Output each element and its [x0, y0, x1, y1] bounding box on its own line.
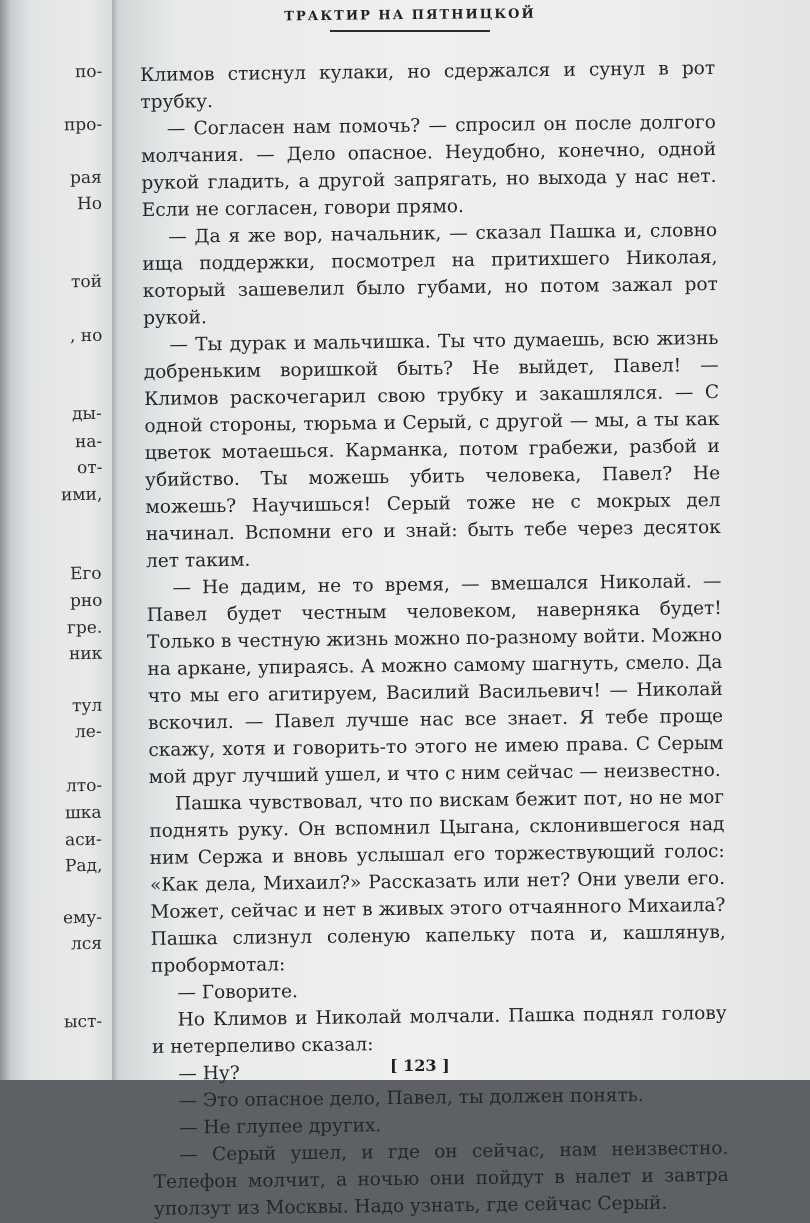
paragraph: — Не глупее других. [178, 1115, 382, 1139]
left-fragment: ему- [62, 907, 103, 929]
left-fragment: Его [70, 563, 103, 585]
left-fragment: Рад, [64, 855, 103, 877]
paragraph: — Ты дурак и мальчишка. Ты что думаешь, всю жизнь добреньким воришкой быть? Не выйдет, Павел! — Климов раскочегарил свою трубку и закашлялся. — С одной стороны, тюрьма и Серый, с другой — мы, а ты как цветок мотаешься. Карманка, потом грабежи, разбой и убийство. Ты можешь убить человека, Павел? Не можешь? Научишься! Серый тоже не с мокрых дел начинал. Вспомни его и знай: быть тебе через десяток лет таким. [143, 327, 721, 572]
paragraph: Пашка чувствовал, что по вискам бежит пот, но не мог поднять руку. Он вспомнил Цыгана, склонившегося над ним Сержа и вновь услышал его торжествующий голос: «Как дела, Михаил?» Рассказать или нет? Они увели его. Может, сейчас и нет в живых этого отчаянного Михаила? Пашка слизнул соленую капельку пота и, кашлянув, пробормотал: [149, 786, 726, 977]
left-fragment: рая [70, 167, 103, 189]
paragraph: — Ну? [178, 1062, 240, 1085]
left-fragment: Но [76, 193, 103, 215]
paragraph: — Да я же вор, начальник, — сказал Пашка и, словно ища поддержки, посмотрел на притихшего Николая, который зашевелил было губами, но потом зажал рот рукой. [142, 219, 718, 329]
left-fragment: ды- [72, 403, 103, 425]
left-fragment: ими, [60, 484, 103, 506]
left-fragment: лто- [65, 775, 103, 797]
paragraph: — Согласен нам помочь? — спросил он после долгого молчания. — Дело опасное. Неудобно, конечно, одной рукой гладить, а другой запрягать, но выхода у нас нет. Если не согласен, говори прямо. [141, 111, 717, 221]
left-fragment: ыст- [63, 1011, 103, 1033]
paragraph: Климов стиснул кулаки, но сдержался и сунул в рот трубку. [140, 57, 716, 113]
left-fragment: на- [74, 431, 103, 453]
body-text [140, 55, 729, 1223]
left-fragment: рно [69, 590, 103, 612]
paragraph: — Говорите. [177, 981, 299, 1004]
paragraph: — Не дадим, не то время, — вмешался Николай. — Павел будет честным человеком, наверняка будет! Только в честную жизнь можно по-разному войти. Можно на аркане, упираясь. А можно самому шагнуть, смело. Да что мы его агитируем, Василий Васильевич! — Николай вскочил. — Павел лучше нас все знает. Я тебе проще скажу, хотя и говорить-то этого не имею права. С Серым мой друг лучший ушел, и что с ним сейчас — неизвестно. [146, 570, 724, 788]
paragraph: Но Климов и Николай молчали. Пашка поднял голову и нетерпеливо сказал: [151, 1002, 727, 1058]
left-fragment: лся [70, 933, 103, 955]
left-fragment: тул [71, 695, 103, 717]
left-fragment: аси- [65, 829, 103, 851]
running-head: ТРАКТИР НА ПЯТНИЦКОЙ [284, 6, 536, 25]
paragraph: — Серый ушел, и где он сейчас, нам неизвестно. Телефон молчит, а ночью они пойдут в налет и завтра уползут из Москвы. Надо узнать, где сейчас Серый. [153, 1137, 729, 1220]
book-page [120, 0, 810, 1220]
left-fragment: , но [69, 325, 103, 347]
left-fragment: гре. [66, 617, 103, 639]
left-fragment: шка [65, 802, 103, 824]
page-number: [ 123 ] [390, 1056, 450, 1075]
left-fragment: от- [76, 457, 103, 479]
left-fragment: той [70, 271, 103, 293]
left-fragment: про- [63, 114, 103, 136]
paragraph: — Это опасное дело, Павел, ты должен понять. [178, 1084, 644, 1112]
left-fragment: ле- [75, 721, 103, 743]
left-fragment: ник [68, 643, 103, 665]
left-fragment: по- [74, 61, 103, 83]
running-head-rule [330, 30, 490, 32]
previous-page-edge [0, 0, 112, 1080]
